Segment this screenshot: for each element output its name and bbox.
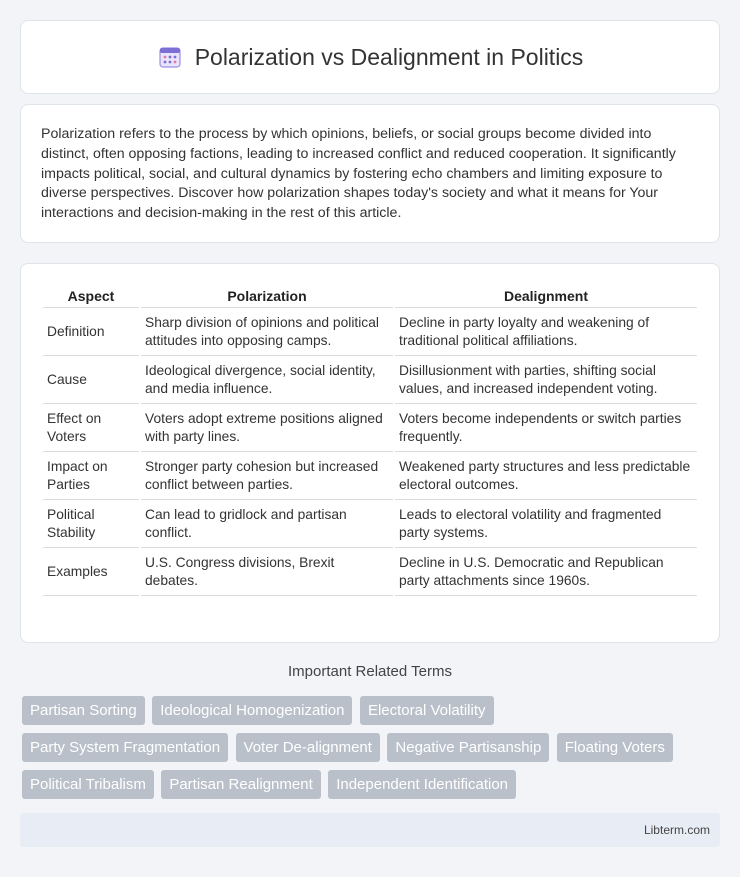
table-row — [43, 500, 697, 548]
row-polarization: U.S. Congress divisions, Brexit debates. — [141, 548, 393, 596]
row-dealignment: Voters become independents or switch parties frequently. — [395, 404, 697, 452]
row-polarization: Sharp division of opinions and political attitudes into opposing camps. — [141, 308, 393, 356]
related-term-tag[interactable]: Ideological Homogenization — [152, 696, 352, 725]
footer — [20, 813, 720, 847]
related-term-tag[interactable]: Partisan Realignment — [161, 770, 320, 799]
table-header-row — [43, 282, 697, 308]
related-term-tag[interactable]: Partisan Sorting — [22, 696, 145, 725]
intro-paragraph: Polarization refers to the process by which opinions, beliefs, or social groups become divided into distinct, often opposing factions, leading to increased conflict and reduced cooperation. It significantly impacts political, social, and cultural dynamics by fostering echo chambers and limiting exposure to diverse perspectives. Discover how polarization shapes today's society and what it means for Your interactions and decision-making in the rest of this article. — [41, 126, 676, 222]
row-dealignment: Weakened party structures and less predictable electoral outcomes. — [395, 452, 697, 500]
row-aspect: Examples — [43, 548, 139, 596]
comparison-table — [41, 282, 699, 596]
row-polarization: Stronger party cohesion but increased conflict between parties. — [141, 452, 393, 500]
header-card — [20, 20, 720, 94]
related-term-tag[interactable]: Electoral Volatility — [360, 696, 494, 725]
row-aspect: Definition — [43, 308, 139, 356]
page-title: Polarization vs Dealignment in Politics — [194, 43, 584, 70]
row-polarization: Can lead to gridlock and partisan conflict. — [141, 500, 393, 548]
tag-row — [22, 770, 722, 807]
tag-row — [22, 733, 722, 770]
related-term-tag[interactable]: Independent Identification — [328, 770, 516, 799]
intro-card — [20, 104, 720, 243]
row-dealignment: Decline in U.S. Democratic and Republican party attachments since 1960s. — [395, 548, 697, 596]
row-aspect: Political Stability — [43, 500, 139, 548]
header-polarization: Polarization — [141, 282, 393, 308]
row-dealignment: Leads to electoral volatility and fragmented party systems. — [395, 500, 697, 548]
row-dealignment: Decline in party loyalty and weakening of traditional political affiliations. — [395, 308, 697, 356]
row-polarization: Voters adopt extreme positions aligned with party lines. — [141, 404, 393, 452]
header-dealignment: Dealignment — [395, 282, 697, 308]
comparison-table-card — [20, 263, 720, 643]
related-term-tag[interactable]: Floating Voters — [557, 733, 673, 762]
related-term-tag[interactable]: Negative Partisanship — [387, 733, 549, 762]
related-term-tag[interactable]: Party System Fragmentation — [22, 733, 228, 762]
table-row — [43, 452, 697, 500]
tag-row — [22, 696, 722, 733]
row-aspect: Cause — [43, 356, 139, 404]
row-aspect: Impact on Parties — [43, 452, 139, 500]
table-row — [43, 356, 697, 404]
table-row — [43, 548, 697, 596]
footer-site-link[interactable]: Libterm.com — [643, 823, 710, 837]
related-terms-list — [22, 696, 722, 807]
row-polarization: Ideological divergence, social identity, and media influence. — [141, 356, 393, 404]
related-term-tag[interactable]: Political Tribalism — [22, 770, 154, 799]
table-calendar-icon — [157, 44, 183, 70]
table-row — [43, 308, 697, 356]
related-term-tag[interactable]: Voter De-alignment — [236, 733, 380, 762]
related-terms-title: Important Related Terms — [288, 663, 452, 680]
row-aspect: Effect on Voters — [43, 404, 139, 452]
row-dealignment: Disillusionment with parties, shifting social values, and increased independent voting. — [395, 356, 697, 404]
header-aspect: Aspect — [43, 282, 139, 308]
table-row — [43, 404, 697, 452]
